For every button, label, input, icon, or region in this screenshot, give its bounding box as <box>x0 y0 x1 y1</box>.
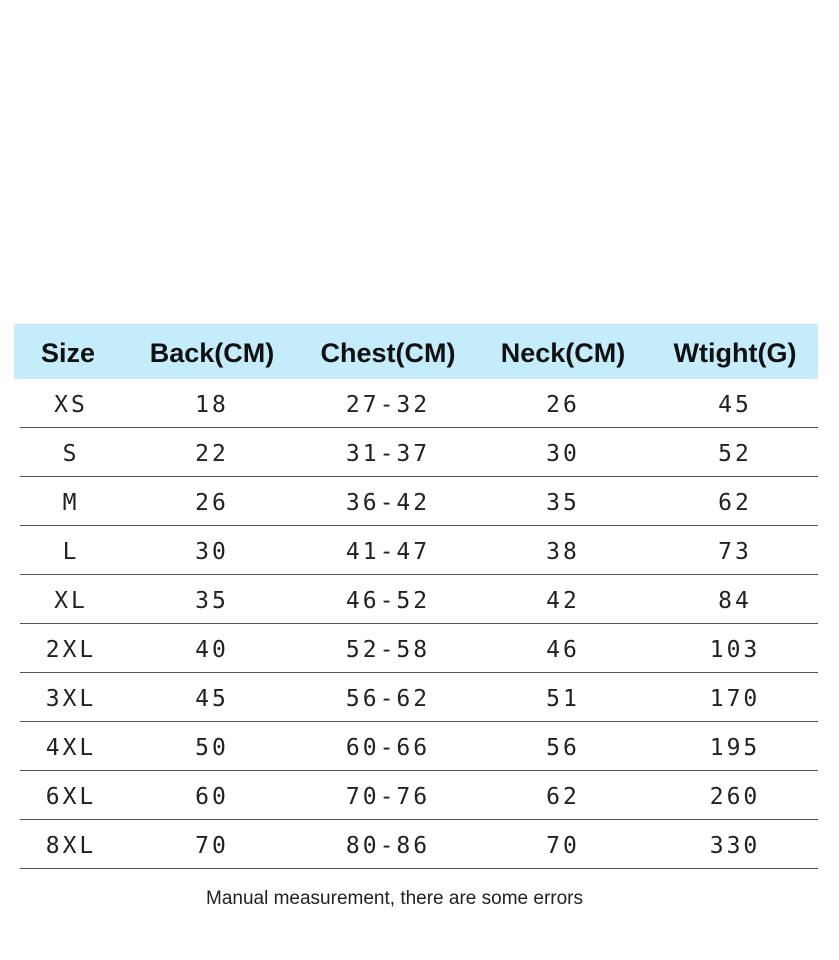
cell-size: XS <box>54 392 88 418</box>
cell-weight: 84 <box>718 588 752 614</box>
cell-size: 8XL <box>45 833 97 859</box>
table-row <box>20 575 818 624</box>
cell-weight: 103 <box>709 637 761 663</box>
cell-weight: 330 <box>709 833 761 859</box>
cell-neck: 30 <box>546 441 580 467</box>
cell-neck: 35 <box>546 490 580 516</box>
cell-neck: 51 <box>546 686 580 712</box>
table-row <box>20 379 818 428</box>
header-back: Back(CM) <box>149 338 275 368</box>
size-chart-table <box>14 324 818 869</box>
cell-chest: 27-32 <box>345 392 431 418</box>
table-row <box>20 624 818 673</box>
table-row <box>20 673 818 722</box>
cell-weight: 73 <box>718 539 752 565</box>
header-chest: Chest(CM) <box>320 338 456 368</box>
cell-size: M <box>62 490 80 516</box>
cell-chest: 41-47 <box>345 539 431 565</box>
table-row <box>20 722 818 771</box>
cell-size: 3XL <box>45 686 97 712</box>
cell-size: S <box>62 441 80 467</box>
header-weight: Wtight(G) <box>673 338 797 368</box>
table-header-row <box>14 324 818 379</box>
cell-chest: 36-42 <box>345 490 431 516</box>
cell-chest: 70-76 <box>345 784 431 810</box>
cell-size: 6XL <box>45 784 97 810</box>
cell-neck: 42 <box>546 588 580 614</box>
cell-neck: 26 <box>546 392 580 418</box>
cell-size: 2XL <box>45 637 97 663</box>
cell-chest: 31-37 <box>345 441 431 467</box>
cell-back: 45 <box>195 686 229 712</box>
header-size: Size <box>40 338 96 368</box>
cell-weight: 62 <box>718 490 752 516</box>
cell-neck: 70 <box>546 833 580 859</box>
cell-chest: 56-62 <box>345 686 431 712</box>
cell-back: 70 <box>195 833 229 859</box>
cell-back: 22 <box>195 441 229 467</box>
cell-weight: 195 <box>709 735 761 761</box>
cell-size: XL <box>54 588 88 614</box>
cell-weight: 260 <box>709 784 761 810</box>
cell-chest: 60-66 <box>345 735 431 761</box>
cell-weight: 52 <box>718 441 752 467</box>
measurement-note: Manual measurement, there are some errors <box>206 888 583 909</box>
cell-back: 40 <box>195 637 229 663</box>
cell-back: 18 <box>195 392 229 418</box>
cell-weight: 45 <box>718 392 752 418</box>
cell-back: 30 <box>195 539 229 565</box>
table-row <box>20 477 818 526</box>
cell-back: 35 <box>195 588 229 614</box>
cell-neck: 38 <box>546 539 580 565</box>
cell-neck: 56 <box>546 735 580 761</box>
table-row <box>20 771 818 820</box>
table-row <box>20 820 818 869</box>
cell-size: L <box>62 539 80 565</box>
cell-neck: 46 <box>546 637 580 663</box>
table-row <box>20 428 818 477</box>
cell-weight: 170 <box>709 686 761 712</box>
cell-back: 60 <box>195 784 229 810</box>
cell-chest: 80-86 <box>345 833 431 859</box>
header-neck: Neck(CM) <box>500 338 626 368</box>
cell-chest: 52-58 <box>345 637 431 663</box>
cell-neck: 62 <box>546 784 580 810</box>
cell-back: 50 <box>195 735 229 761</box>
table-row <box>20 526 818 575</box>
cell-size: 4XL <box>45 735 97 761</box>
cell-chest: 46-52 <box>345 588 431 614</box>
cell-back: 26 <box>195 490 229 516</box>
